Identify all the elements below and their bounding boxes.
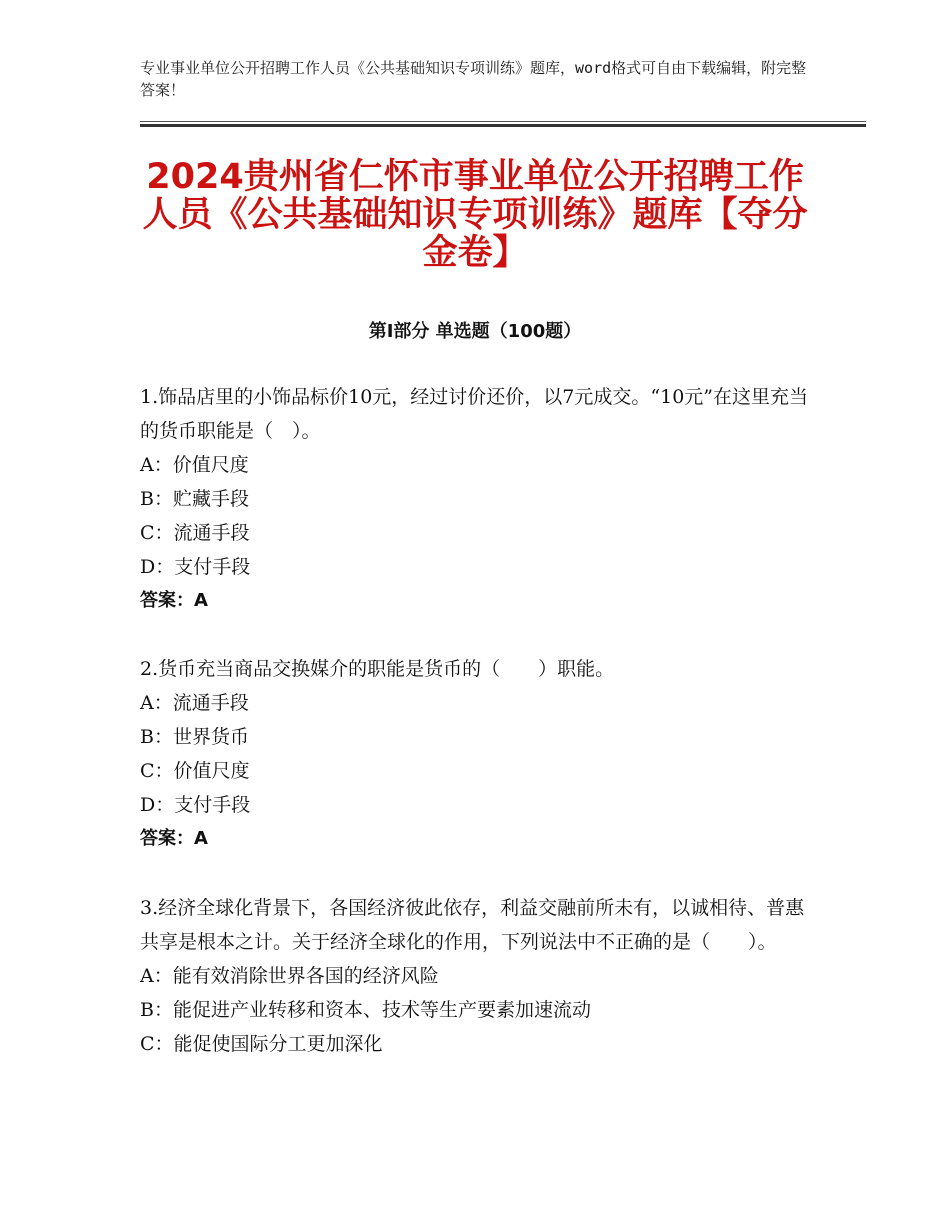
option-a: A：流通手段: [140, 692, 249, 714]
document-title: 2024贵州省仁怀市事业单位公开招聘工作人员《公共基础知识专项训练》题库【夺分金卷】: [142, 157, 808, 273]
option-c: C：能促使国际分工更加深化: [140, 1033, 383, 1055]
question-text: 1.饰品店里的小饰品标价10元，经过讨价还价，以7元成交。“10元”在这里充当的货币职能是（ ）。: [140, 386, 808, 442]
section-title: 第Ⅰ部分 单选题（100题）: [368, 321, 582, 342]
answer: 答案：A: [140, 828, 208, 849]
question-text: 2.货币充当商品交换媒介的职能是货币的（ ）职能。: [140, 658, 615, 680]
option-b: B：贮藏手段: [140, 488, 249, 510]
answer: 答案：A: [140, 590, 208, 611]
option-d: D：支付手段: [140, 794, 251, 816]
option-a: A：能有效消除世界各国的经济风险: [140, 965, 439, 987]
option-d: D：支付手段: [140, 556, 251, 578]
header-note: 专业事业单位公开招聘工作人员《公共基础知识专项训练》题库，word格式可自由下载编辑，附完整答案！: [140, 59, 807, 99]
option-c: C：价值尺度: [140, 760, 250, 782]
question-text: 3.经济全球化背景下，各国经济彼此依存，利益交融前所未有，以诚相待、普惠共享是根本之计。关于经济全球化的作用，下列说法中不正确的是（ ）。: [140, 897, 805, 953]
header-divider-thin: [140, 121, 866, 122]
question-1: [140, 380, 810, 618]
option-b: B：能促进产业转移和资本、技术等生产要素加速流动: [140, 999, 591, 1021]
option-c: C：流通手段: [140, 522, 250, 544]
header-divider-thick: [140, 124, 866, 127]
question-2: [140, 652, 810, 856]
option-b: B：世界货币: [140, 726, 249, 748]
option-a: A：价值尺度: [140, 454, 249, 476]
question-3: [140, 891, 810, 1061]
